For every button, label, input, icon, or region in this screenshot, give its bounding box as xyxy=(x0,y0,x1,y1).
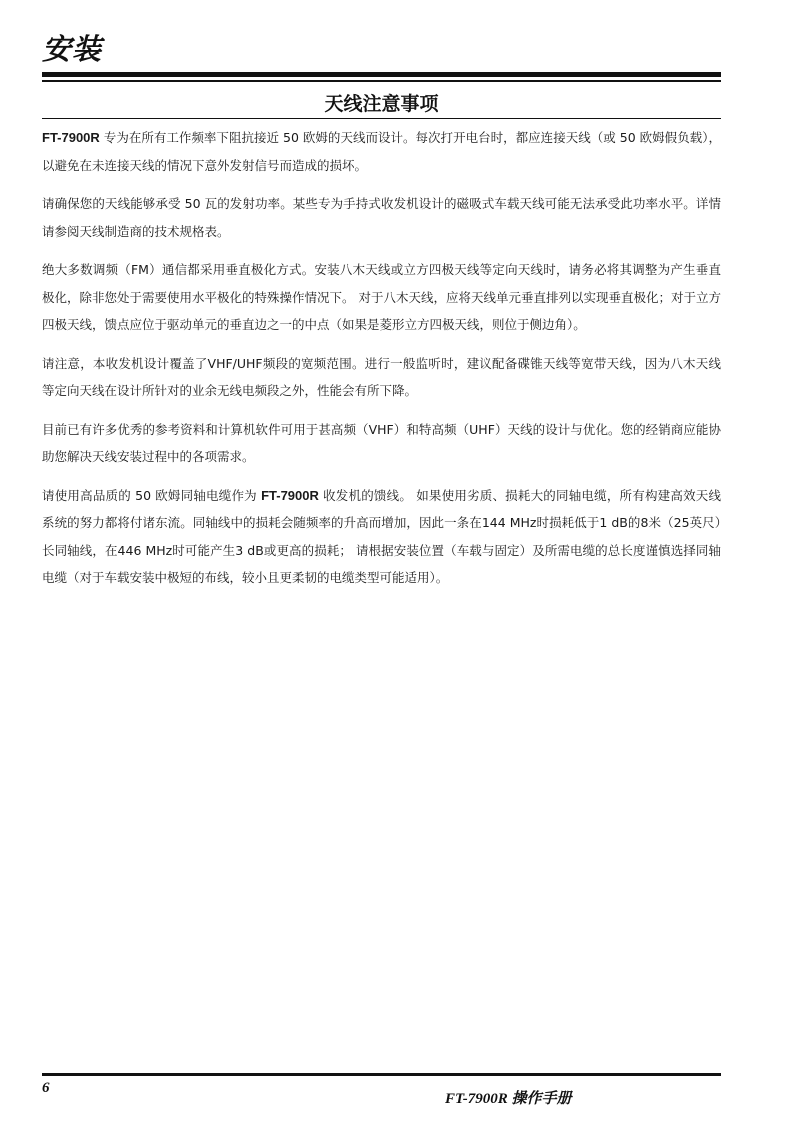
manual-title: FT-7900R 操作手册 xyxy=(445,1091,572,1107)
paragraph-references: 目前已有许多优秀的参考资料和计算机软件可用于甚高频（VHF）和特高频（UHF）天线的设计与优化。您的经销商应能协助您解决天线安装过程中的各项需求。 xyxy=(42,421,721,464)
model-name: FT-7900R xyxy=(42,130,100,145)
footer-rule xyxy=(42,1073,721,1076)
header-rule-thin xyxy=(42,80,721,82)
paragraph-text: 专为在所有工作频率下阻抗接近 50 欧姆的天线而设计。每次打开电台时，都应连接天线（或 50 欧姆假负载），以避免在未连接天线的情况下意外发射信号而造成的损坏。 xyxy=(42,130,721,173)
subheading-antenna-notes: 天线注意事项 xyxy=(324,93,439,115)
paragraph-text: 收发机的馈线。 如果使用劣质、损耗大的同轴电缆，所有构建高效天线系统的努力都将付诸东流。同轴线中的损耗会随频率的升高而增加，因此一条在144 MHz时损耗低于1 dB的8米（25英尺）长同轴线，在446 MHz时可能产生3 dB或更高的损耗； 请根据安装位置（车载与固定）及所需电缆的总长度谨慎选择同轴电缆（对于车载安装中极短的布线，较小且更柔韧的电缆类型可能适用）。 xyxy=(42,487,721,585)
paragraph-wideband: 请注意，本收发机设计覆盖了VHF/UHF频段的宽频范围。进行一般监听时，建议配备碟锥天线等宽带天线，因为八木天线等定向天线在设计所针对的业余无线电频段之外，性能会有所下降。 xyxy=(42,355,721,398)
section-title: 安装 xyxy=(42,32,103,66)
body-content xyxy=(42,124,721,603)
paragraph-impedance xyxy=(42,124,721,179)
model-name: FT-7900R xyxy=(261,487,319,503)
page-number: 6 xyxy=(42,1080,50,1096)
paragraph-coax xyxy=(42,482,721,592)
subheading-rule xyxy=(42,118,721,119)
paragraph-text: 请使用高品质的 50 欧姆同轴电缆作为 xyxy=(42,487,262,503)
header-rule-thick xyxy=(42,72,721,77)
paragraph-power-rating: 请确保您的天线能够承受 50 瓦的发射功率。某些专为手持式收发机设计的磁吸式车载天线可能无法承受此功率水平。详情请参阅天线制造商的技术规格表。 xyxy=(42,196,721,239)
paragraph-polarization: 绝大多数调频（FM）通信都采用垂直极化方式。安装八木天线或立方四极天线等定向天线时，请务必将其调整为产生垂直极化，除非您处于需要使用水平极化的特殊操作情况下。 对于八木天线，应将天线单元垂直排列以实现垂直极化；对于立方四极天线，馈点应位于驱动单元的垂直边之一的中点（如果是菱形立方四极天线，则位于侧边角）。 xyxy=(42,262,721,332)
